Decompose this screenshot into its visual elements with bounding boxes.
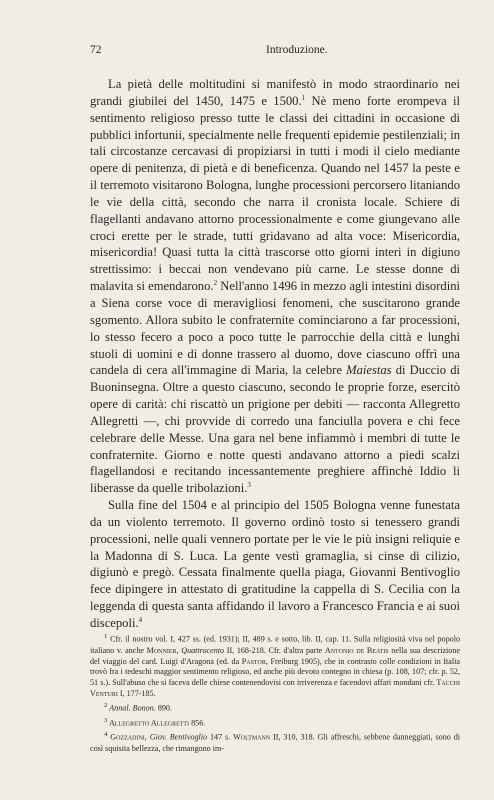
footnote-number: 2 [104,702,108,710]
text-run: Sulla fine del 1504 e al principio del 1505 Bologna venne funestata da un violento terremoto. Il governo ordinò tosto si tenessero grandi processioni, nelle quali vennero portate per le vie le più insigni reliquie e la Madonna di S. Luca. La gente vestì gramaglia, si cinse di cilizio, digiunò e pregò. Cessata finalmente quella piaga, Giovanni Bentivoglio fece dipingere in attestato di gratitudine la cappella di S. Cecilia con la leggenda di questa santa affidando il lavoro a Francesco Francia e ai suoi discepoli. [90,498,460,630]
page-number: 72 [90,44,102,56]
footnote-text: I, 177-185. [117,689,156,699]
footnote-ref-4: 4 [138,615,143,624]
author-name: Tacchi Venturi [90,678,460,699]
footnote-text: , [144,733,150,742]
footnote-text: 856. [189,718,206,728]
footnote-ref-2: 2 [213,278,218,287]
footnote-number: 4 [104,731,108,739]
footnote-number: 3 [104,716,108,724]
text-run: Nell'anno 1496 in mezzo agli intestini disordini a Siena corse voce di meravigliosi fenomeni, che suscitarono grande sgomento. Allora subito le confraternite cominciarono a far processioni, lo stesso fecero a poco a poco tutte le parrocchie della città e lunghi stuoli di uomini e di donne trassero al duomo, dove ciascuno offrì una candela di cera all'immagine di Maria, la celebre [90,279,460,378]
footnote-text: , Freiburg 1905), che in contrasto colle condizioni in Italia trovò fra i tedeschi maggior sentimento religioso, ed anche più devoto contegno in chiesa (p. 108, 107; cfr. p. 52, 51 s.). Sull'abuso che si faceva delle chiese contenendovisi con irriverenza e facendovi affari mondani cfr. [90,656,460,688]
text-run: Nè meno forte erompeva il sentimento religioso presso tutte le classi dei cittadini in occasione di pubblici infortunii, specialmente nelle frequenti epidemie pestilenziali; in tali circostanze cercavasi di propiziarsi in tutti i modi il cielo mediante opere di penitenza, di pietà e di beneficenza. Quando nel 1457 la peste e il terremoto visitarono Bologna, lunghe processioni percorsero litaniando le vie della città, secondo che narra il cronista locale. Schiere di flagellanti andavano attorno processionalmente e come giungevano alle croci erette per le strade, tutti gridavano ad alta voce: Misericordia, misericordia! Quasi tutta la città trascorse otto giorni interi in digiuno strettissimo: i beccai non vendevano più carne. Le stesse donne di malavita si emendarono. [90,93,461,294]
footnote-text: II, 168-218. Cfr. d'altra parte [224,645,325,655]
footnotes [90,632,460,755]
work-title: Giov. Bentivoglio [149,733,208,742]
text-run: La pietà delle moltitudini si manifestò in modo straordinario nei grandi giubilei del 1450, 1475 e 1500. [90,77,460,108]
author-name: Allegretto Allegretti [107,718,190,728]
footnote-text: 147 s. [207,733,234,742]
author-name: Antonio de Beatis [324,645,389,655]
work-title: Quattrocento [181,645,225,655]
footnote-4 [90,730,460,755]
footnote-3 [90,716,460,730]
author-name: Gozzadini [107,733,145,742]
work-title: Annal. Bonon. [107,703,156,713]
footnote-ref-1: 1 [301,93,306,102]
paragraph-bologna-terremoto [90,497,460,632]
footnote-text: nella sua descrizione del viaggio del card. Luigi d'Aragona (ed. da [90,645,460,666]
footnote-ref-3: 3 [247,481,251,490]
footnote-2 [90,701,460,715]
footnote-text: Cfr. il nostro vol. I, 427 ss. (ed. 1931); II, 489 s. e sotto, lib. II, cap. 11. Sulla religiosità viva nel popolo italiano v. anche [90,634,460,655]
author-name: Monnier [146,645,177,655]
footnote-1 [90,632,460,700]
italic-term-maiestas: Maiestas [346,363,392,378]
main-text [90,76,460,632]
footnote-text: II, 310, 318. Gli affreschi, sebbene danneggiati, sono di così squisita bellezza, che rimangono im- [90,733,461,753]
author-name: Pastor [241,656,266,666]
text-run: di Duccio di Buoninsegna. Oltre a questo ciascuno, secondo le proprie forze, esercitò opere di carità: chi riscattò un prigione per debiti — racconta Allegretto Allegretti —, chi provvide di corredo una fanciulla povera e chi fece celebrare delle Messe. Una gara nel bene infiammò i membri di tutte le confraternite. Giorno e notte questi andavano attorno a piedi scalzi flagellandosi e recitando incessantemente preghiere affinchè Iddio li liberasse da quelle tribolazioni. [90,363,460,496]
footnote-text: , [176,645,182,655]
author-name: Woltmann [233,733,271,742]
paragraph-pieta-moltitudini [90,76,460,497]
section-title: Introduzione. [266,44,328,56]
footnote-number: 1 [104,633,108,640]
footnote-text: 890. [155,703,172,713]
running-head [90,44,456,62]
